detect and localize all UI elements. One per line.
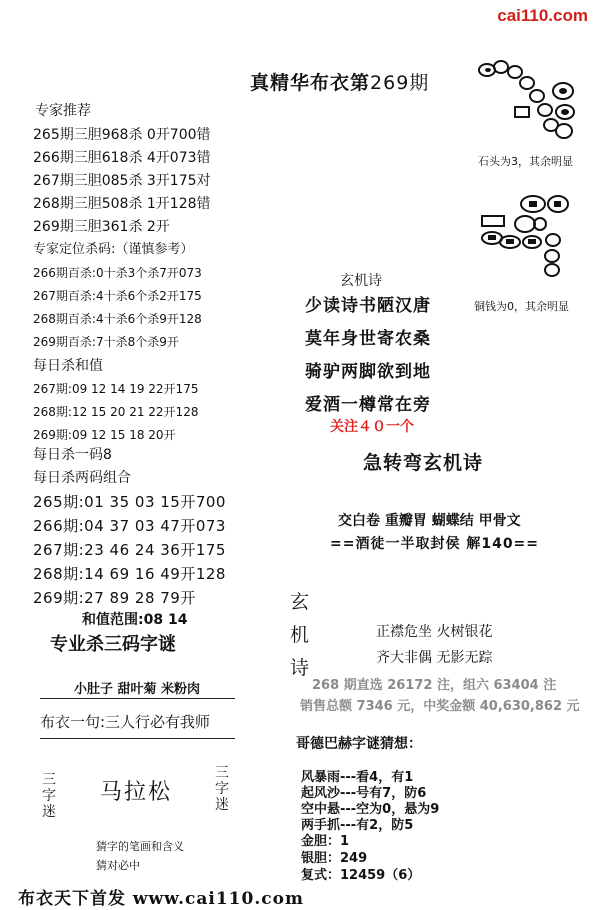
- stones-caption: 石头为3，其余明显: [478, 155, 573, 168]
- divider: [40, 698, 235, 699]
- poem-line: 少读诗书陋汉唐: [305, 296, 431, 316]
- two-code-item: 267期:23 46 24 36开175: [33, 541, 226, 559]
- turn-title: 急转弯玄机诗: [363, 452, 484, 474]
- daily-sum-header: 每日杀和值: [33, 358, 103, 374]
- expert-item: 265期三胆968杀 0开700错: [33, 127, 211, 143]
- expert-item: 267期三胆085杀 3开175对: [33, 173, 211, 189]
- divider: [40, 738, 235, 739]
- goldbach-header: 哥德巴赫字谜猜想：: [296, 736, 422, 752]
- two-code-header: 每日杀两码组合: [33, 470, 131, 486]
- xuanji-char: 诗: [290, 657, 310, 679]
- snack-line: 小肚子 甜叶菊 米粉肉: [74, 682, 201, 697]
- position-kill-header: 专家定位杀码:（谨慎参考）: [33, 242, 194, 257]
- two-code-item: 265期:01 35 03 15开700: [33, 493, 226, 511]
- position-kill-item: 266期百杀:0十杀3个杀7开073: [33, 266, 202, 280]
- position-kill-item: 268期百杀:4十杀6个杀9开128: [33, 312, 202, 326]
- riddle-note: 猜字的笔画和含义: [96, 840, 184, 853]
- title-prefix: 真精华布衣第: [250, 72, 371, 94]
- two-code-item: 268期:14 69 16 49开128: [33, 565, 226, 583]
- riddle-note: 猜对必中: [96, 859, 140, 872]
- riddle-title: 专业杀三码字谜: [50, 634, 176, 655]
- expert-item: 269期三胆361杀 2开: [33, 219, 170, 235]
- daily-sum-item: 267期:09 12 14 19 22开175: [33, 382, 199, 396]
- xuanji-char: 玄: [290, 591, 310, 613]
- title-issue: 269期: [370, 72, 430, 94]
- poem-line: 莫年身世寄农桑: [305, 329, 431, 349]
- riddle-word: 马拉松: [100, 780, 173, 805]
- footer-site[interactable]: 布衣天下首发 www.cai110.com: [18, 889, 304, 909]
- proverb: 布衣一句:三人行必有我师: [40, 713, 211, 731]
- goldbach-item: 金胆：1: [301, 834, 350, 849]
- poem-header: 玄机诗: [340, 273, 382, 289]
- expert-item: 266期三胆618杀 4开073错: [33, 150, 211, 166]
- expert-item: 268期三胆508杀 1开128错: [33, 196, 211, 212]
- two-code-item: 269期:27 89 28 79开: [33, 589, 196, 607]
- site-logo[interactable]: cai110.com: [497, 6, 588, 25]
- daily-one: 每日杀一码8: [33, 447, 112, 463]
- goldbach-item: 复式：12459（6）: [301, 868, 421, 883]
- stones-illustration: [465, 55, 585, 145]
- goldbach-item: 风暴雨---看4，有1: [301, 770, 414, 785]
- riddle-label-right: 三字迷: [215, 765, 229, 813]
- goldbach-item: 两手抓---有2，防5: [301, 818, 414, 833]
- turn-answer: ==酒徒一半取封侯 解140==: [330, 536, 540, 552]
- xuanji-line: 齐大非偶 无影无踪: [376, 650, 493, 666]
- sales-line: 销售总额 7346 元，中奖金额 40,630,862 元: [300, 699, 580, 714]
- position-kill-item: 269期百杀:7十杀8个杀9开: [33, 335, 179, 349]
- riddle-label-left: 三字迷: [42, 772, 56, 820]
- two-code-item: 266期:04 37 03 47开073: [33, 517, 226, 535]
- coins-illustration: [470, 190, 585, 285]
- sales-line: 268 期直选 26172 注，组六 63404 注: [312, 678, 557, 693]
- poem-line: 骑驴两脚欲到地: [305, 362, 431, 382]
- daily-sum-item: 269期:09 12 15 18 20开: [33, 428, 176, 442]
- turn-line: 交白卷 重瓣胃 蝴蝶结 甲骨文: [338, 513, 521, 529]
- page-title: [250, 68, 429, 95]
- goldbach-item: 银胆：249: [301, 851, 368, 866]
- xuanji-char: 机: [290, 624, 310, 646]
- goldbach-item: 起风沙---号有7，防6: [301, 786, 427, 801]
- xuanji-line: 正襟危坐 火树银花: [376, 624, 493, 640]
- expert-header: 专家推荐: [35, 103, 91, 119]
- focus-number: 关注４０一个: [330, 419, 414, 435]
- sum-range: 和值范围:08 14: [82, 612, 188, 628]
- position-kill-item: 267期百杀:4十杀6个杀2开175: [33, 289, 202, 303]
- daily-sum-item: 268期:12 15 20 21 22开128: [33, 405, 199, 419]
- poem-line: 爱酒一樽常在旁: [305, 395, 431, 415]
- goldbach-item: 空中悬---空为0，悬为9: [301, 802, 440, 817]
- coins-caption: 铜钱为0，其余明显: [474, 300, 569, 313]
